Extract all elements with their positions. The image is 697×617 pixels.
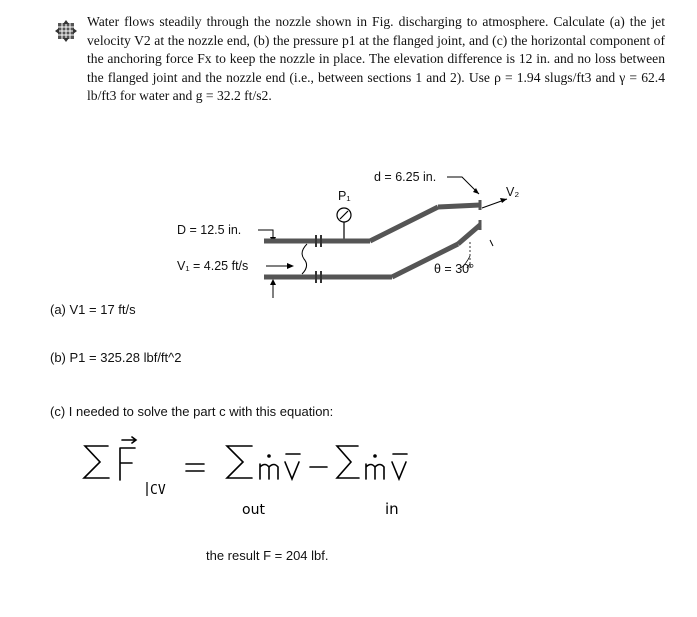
cv-subscript: CV [150, 483, 166, 498]
problem-statement: Water flows steadily through the nozzle shown in Fig. discharging to atmosphere. Calculate (a) the jet velocity V2 at the nozzle end, (b) the pressure p1 at the flanged joint, and (c) the horizontal component of the anchoring force Fx to keep the nozzle in place. The elevation difference is 12 in. and no loss between the flanged joint and the nozzle end (i.e., between sections 1 and 2). Use ρ = 1.94 slugs/ft3 and γ = 62.4 lb/ft3 for water and g = 32.2 ft/s2. [87, 14, 665, 104]
answer-b: (b) P1 = 325.28 lbf/ft^2 [50, 350, 182, 365]
out-subscript: out [242, 502, 265, 518]
nozzle-diagram [170, 160, 550, 310]
d-label: d = 6.25 in. [374, 170, 437, 184]
answer-c-intro: (c) I needed to solve the part c with this equation: [50, 404, 334, 419]
result-text: the result F = 204 lbf. [206, 548, 329, 563]
D-label: D = 12.5 in. [177, 223, 242, 237]
in-subscript: in [385, 500, 399, 518]
grid-bullet-icon [55, 20, 77, 42]
momentum-equation [80, 434, 500, 524]
v2-label: V₂ [506, 185, 520, 199]
p1-label: P₁ [338, 189, 351, 203]
v1-label: V₁ = 4.25 ft/s [177, 259, 249, 273]
theta-label: θ = 30° [434, 262, 475, 276]
answer-a: (a) V1 = 17 ft/s [50, 302, 136, 317]
